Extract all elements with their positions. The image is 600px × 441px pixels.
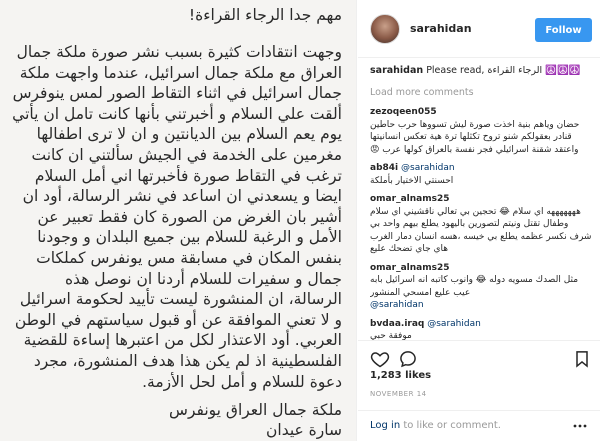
letter-signature (12, 400, 342, 440)
letter-body (12, 42, 342, 392)
comment-username[interactable]: bvdaa.iraq (370, 318, 425, 329)
letter-heading: مهم جدا الرجاء القراءة! (188, 6, 342, 24)
comment-username[interactable]: omar_alnams25 (370, 194, 450, 204)
comment-text: حضان وياهم بنية اخذت صورة ليش تسووها حرب حاطين قنادر بعقولكم شنو تروح تكثلها ترة هية تعكس انسانيتها واعتقد شقنة اسرائيلي فجر نفسة بالعراق كولها عرب 😡 (370, 119, 580, 155)
caption-text: Please read, الرجاء القراءة ☮️☮️☮️ (426, 65, 581, 76)
comments-list (370, 64, 592, 344)
signature-name: سارة عيدان (266, 421, 342, 439)
signature-title: ملكة جمال العراق يونفرس (169, 401, 342, 419)
heart-icon[interactable] (370, 349, 390, 369)
bookmark-icon[interactable] (572, 349, 592, 369)
header-username[interactable]: sarahidan (410, 22, 472, 35)
post-sidebar (358, 0, 600, 441)
comment-item (370, 318, 592, 343)
post-date: NOVEMBER 14 (370, 390, 427, 398)
action-bar (358, 340, 600, 366)
comment-item (370, 193, 592, 256)
comment-text: مثل الصدك مسويه دوله 😂 وانوب كاتبه انه اسرائيل بابه عيب عليع امسحي المنشور (370, 275, 579, 298)
login-prompt (370, 420, 501, 431)
avatar[interactable] (370, 14, 400, 44)
comment-item (370, 106, 592, 156)
comment-box (358, 410, 600, 441)
caption (370, 64, 592, 77)
comment-mention[interactable]: @sarahidan (370, 300, 424, 310)
comment-text: احسنتي الاختيار بأملكة (370, 175, 454, 186)
login-link[interactable]: Log in (370, 420, 401, 431)
comment-mention[interactable]: @sarahidan (427, 318, 481, 329)
load-more-comments[interactable]: Load more comments (370, 87, 474, 98)
letter-paragraph: وجهت انتقادات كثيرة بسبب نشر صورة ملكة جمال العراق مع ملكة جمال اسرائيل، عندما واجهت ملكة جمال اسرائيل في اثناء التقاط الصور لمس ينوفرس ألقت علي السلام و أخبرتني بأنها كانت تامل ان يأتي يوم يعم السلام بين الديانتين و ان لا ترى اطفالها مغرمين على الخدمة في الجيش سألتني ان كانت ترغب في التقاط صورة فأخبرتها اني أمل السلام ايضا و يسعدني ان اساعد في نشر الرسالة، أود ان أشير بان الغرض من الصورة كان فقط تعبير عن الأمل و الرغبة للسلام بين جميع البلدان و وجودنا بنفس المكان في مسابقة مس يونفرس كملكات جمال و سفيرات للسلام أردنا ان نوصل هذه الرسالة، ان المنشورة ليست تأييد لحكومة اسرائيل و لا تعني الموافقة عن أو قبول سياستهم في الوطن العربي. أود الاعتذار لكل من اعتبرها إساءة للقضية الفلسطينية اذ لم يكن هذا هدف المنشورة، مجرد دعوة للسلام و أمل لحل الأزمة. (12, 43, 342, 391)
comment-username[interactable]: omar_alnams25 (370, 262, 450, 273)
comment-text: موفقة حبي (370, 331, 412, 341)
post-header (358, 0, 600, 58)
comment-mention[interactable]: @sarahidan (401, 163, 455, 173)
follow-button[interactable]: Follow (535, 18, 592, 42)
comment-item (370, 262, 592, 312)
likes-count[interactable]: 1,283 likes (370, 370, 432, 381)
caption-username[interactable]: sarahidan (370, 65, 424, 76)
comment-item (370, 162, 592, 187)
comment-username[interactable]: zezoqeen055 (370, 107, 437, 117)
comment-text: هههههههه اي سلام 😂 تحجين بي تعالي ناقشيني اي سلام وطفال تقتل ونيتم لتصورين باليهود يطلع بيهم واحد بي شرف نكسر عظمه يطلع بي خيسه ،هسه انسان دمار الغرب هاي جاي تضحك عليع (370, 206, 592, 254)
comment-username[interactable]: ab84i (370, 163, 399, 173)
more-icon[interactable] (572, 421, 588, 431)
login-suffix: to like or comment. (400, 420, 501, 431)
comment-icon[interactable] (398, 349, 418, 369)
